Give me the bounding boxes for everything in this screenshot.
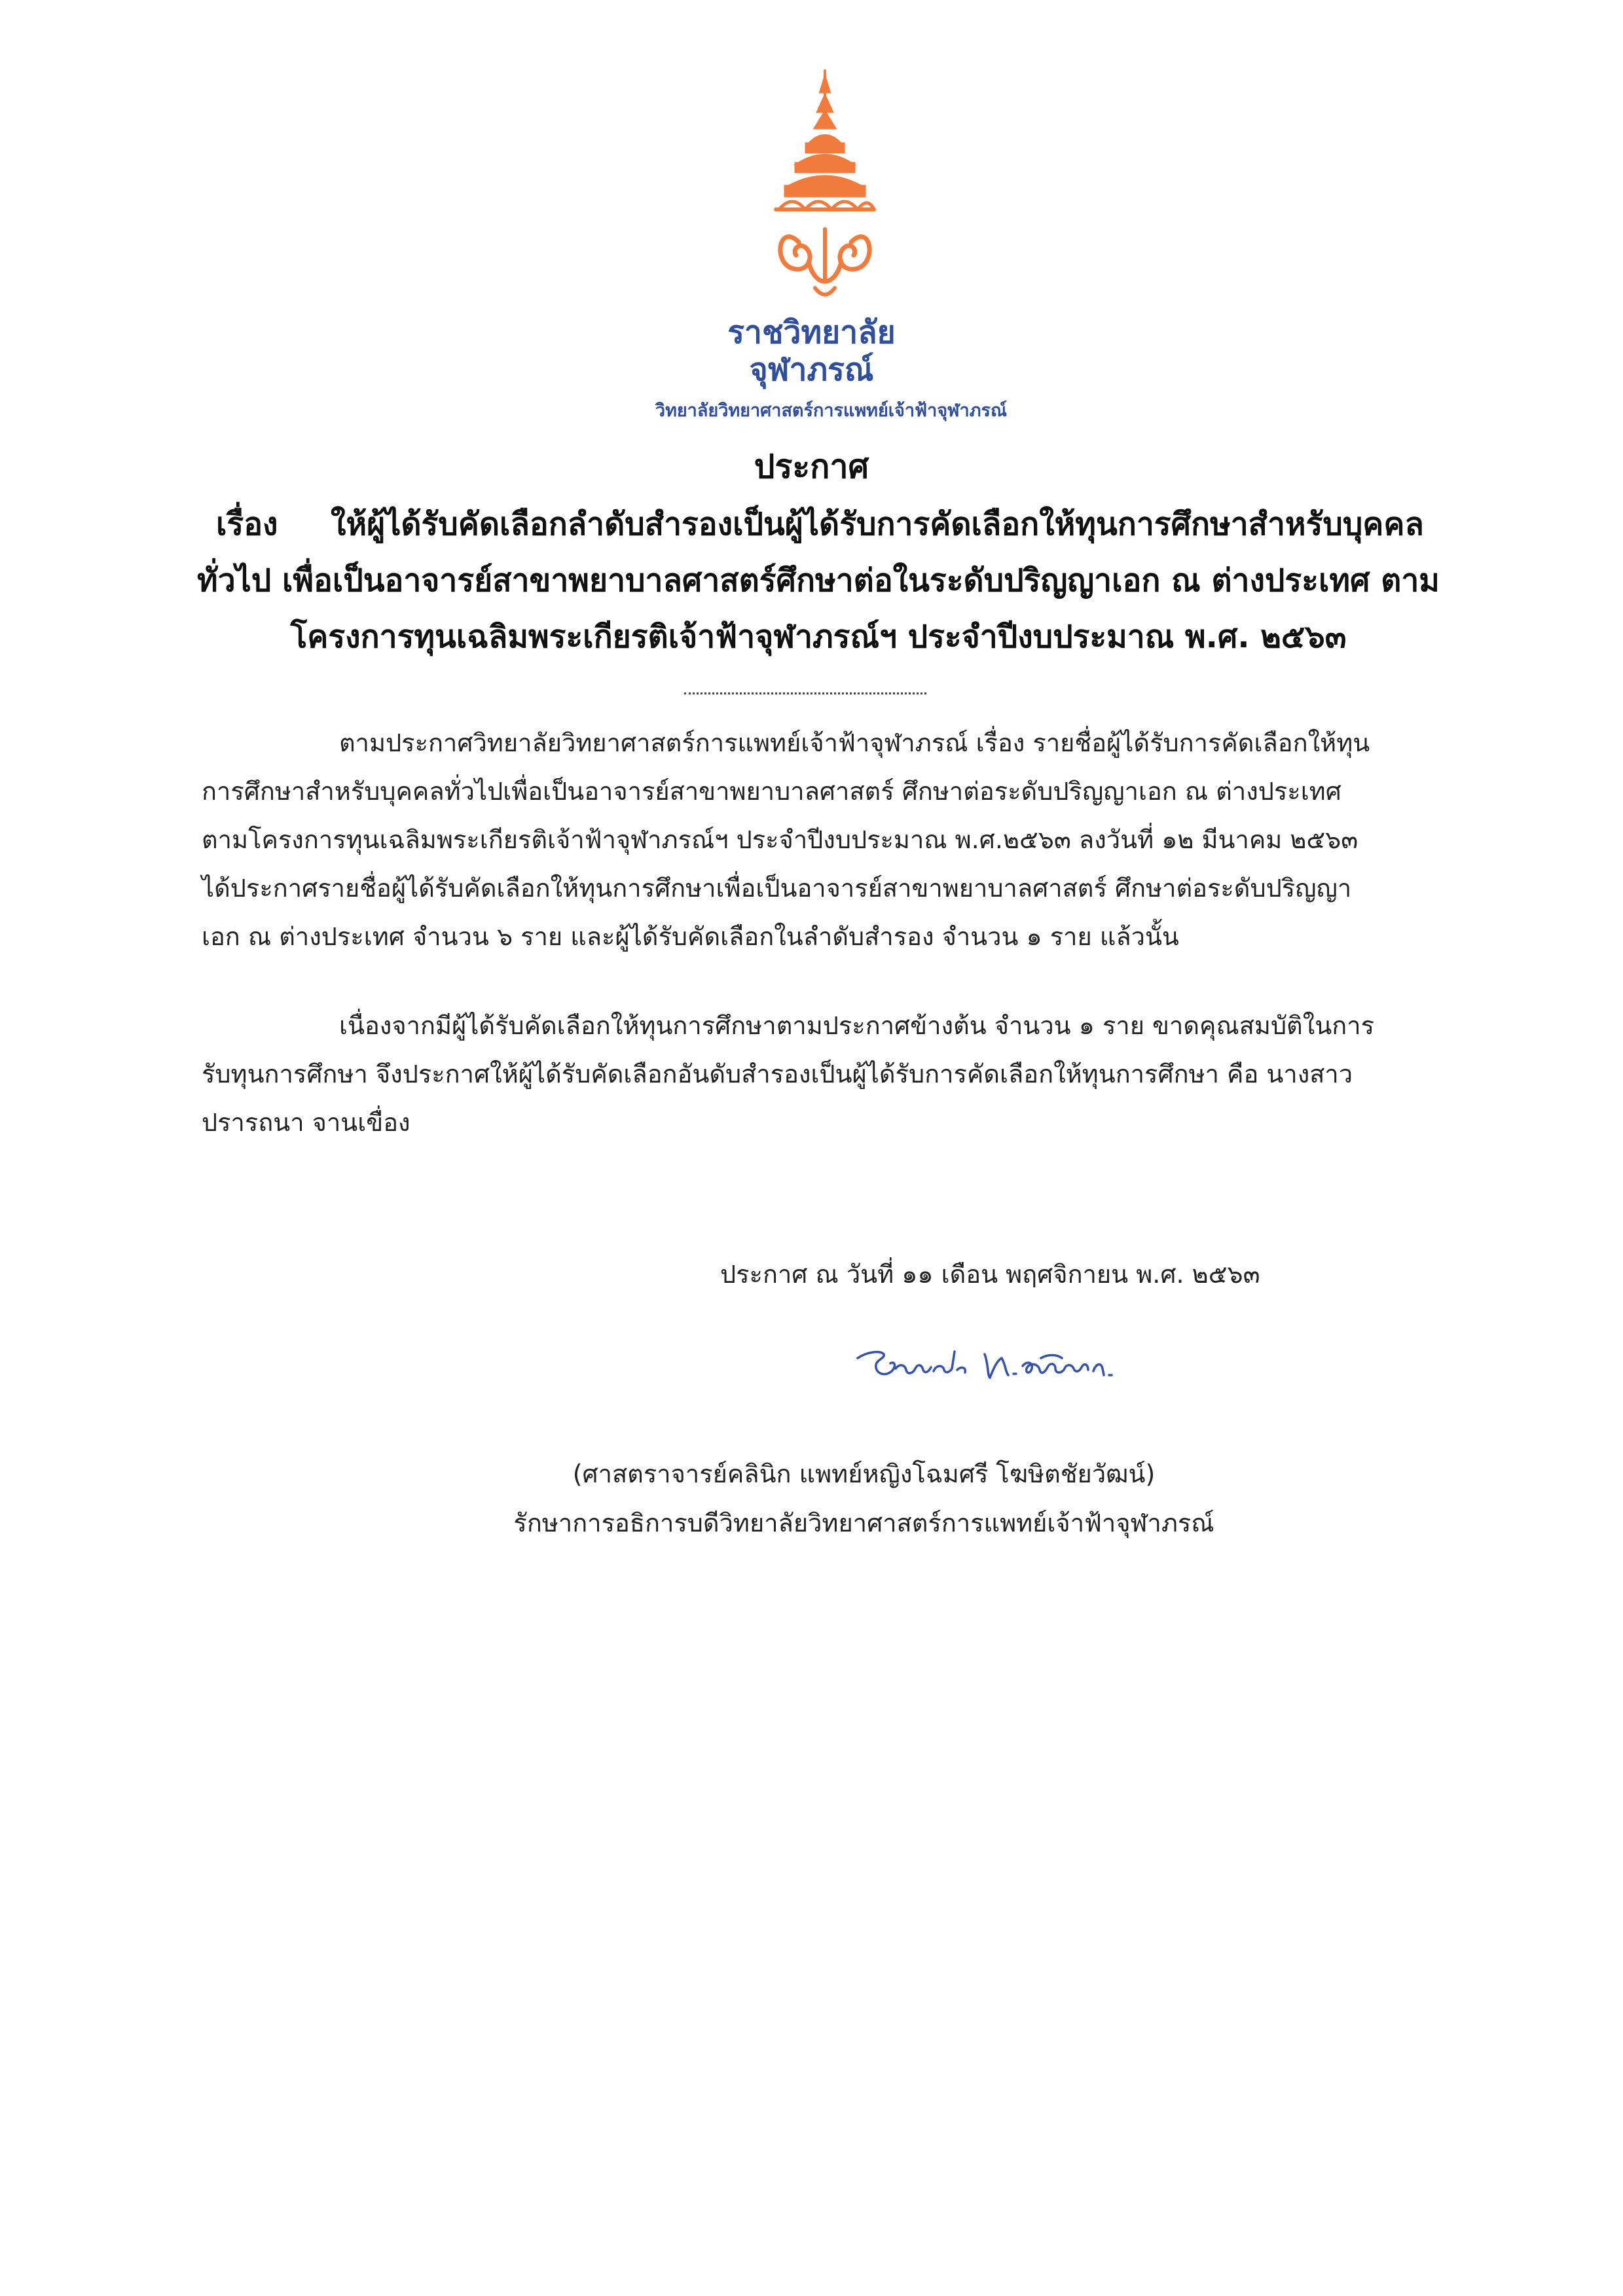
- signer-title: รักษาการอธิการบดีวิทยาลัยวิทยาศาสตร์การแพทย์เจ้าฟ้าจุฬาภรณ์: [513, 1509, 1214, 1537]
- paragraph-1-line: เอก ณ ต่างประเทศ จำนวน ๖ ราย และผู้ได้รับคัดเลือกในลำดับสำรอง จำนวน ๑ ราย แล้วนั้น: [202, 922, 1179, 951]
- paragraph-2: [202, 1001, 1446, 1147]
- dotted-separator: [684, 692, 926, 694]
- royal-college-emblem-icon: [753, 65, 897, 327]
- handwritten-signature-icon: [845, 1332, 1133, 1397]
- subject-line-2: ทั่วไป เพื่อเป็นอาจารย์สาขาพยาบาลศาสตร์ศึกษาต่อในระดับปริญญาเอก ณ ต่างประเทศ ตาม: [197, 562, 1440, 599]
- paragraph-2-line: เนื่องจากมีผู้ได้รับคัดเลือกให้ทุนการศึกษาตามประกาศข้างต้น จำนวน ๑ ราย ขาดคุณสมบัติในการ: [339, 1011, 1375, 1040]
- paragraph-1: [202, 719, 1446, 961]
- subject-line-1: [196, 496, 1440, 552]
- paragraph-2-line: รับทุนการศึกษา จึงประกาศให้ผู้ได้รับคัดเลือกอันดับสำรองเป็นผู้ได้รับการคัดเลือกให้ทุนการศึกษา คือ นางสาว: [202, 1060, 1353, 1088]
- institution-subtitle: วิทยาลัยวิทยาศาสตร์การแพทย์เจ้าฟ้าจุฬาภรณ์: [655, 401, 1008, 421]
- paragraph-1-line: ตามโครงการทุนเฉลิมพระเกียรติเจ้าฟ้าจุฬาภรณ์ฯ ประจำปีงบประมาณ พ.ศ.๒๕๖๓ ลงวันที่ ๑๒ มีนาคม ๒๕๖๓: [202, 825, 1359, 854]
- subject-block: [196, 496, 1440, 665]
- signer-name: (ศาสตราจารย์คลินิก แพทย์หญิงโฉมศรี โฆษิตชัยวัฒน์): [572, 1460, 1156, 1488]
- paragraph-1-line: การศึกษาสำหรับบุคคลทั่วไปเพื่อเป็นอาจารย์สาขาพยาบาลศาสตร์ ศึกษาต่อระดับปริญญาเอก ณ ต่างประเทศ: [202, 777, 1341, 806]
- paragraph-2-line: ปรารถนา จานเขื่อง: [202, 1108, 410, 1137]
- paragraph-1-line: ตามประกาศวิทยาลัยวิทยาศาสตร์การแพทย์เจ้าฟ้าจุฬาภรณ์ เรื่อง รายชื่อผู้ได้รับการคัดเลือกให้ทุน: [339, 728, 1370, 757]
- paragraph-1-line: ได้ประกาศรายชื่อผู้ได้รับคัดเลือกให้ทุนการศึกษาเพื่อเป็นอาจารย์สาขาพยาบาลศาสตร์ ศึกษาต่อระดับปริญญา: [202, 874, 1352, 903]
- announcement-heading: ประกาศ: [754, 448, 869, 486]
- subject-line-3: โครงการทุนเฉลิมพระเกียรติเจ้าฟ้าจุฬาภรณ์ฯ ประจำปีงบประมาณ พ.ศ. ๒๕๖๓: [290, 619, 1347, 655]
- subject-text-1: ให้ผู้ได้รับคัดเลือกลำดับสำรองเป็นผู้ได้รับการคัดเลือกให้ทุนการศึกษาสำหรับบุคคล: [331, 506, 1424, 543]
- subject-label: เรื่อง: [216, 506, 278, 543]
- announcement-date: ประกาศ ณ วันที่ ๑๑ เดือน พฤศจิกายน พ.ศ. ๒๕๖๓: [720, 1260, 1260, 1289]
- institution-name-line1: ราชวิทยาลัย: [727, 314, 896, 351]
- institution-name-line2: จุฬาภรณ์: [749, 351, 874, 388]
